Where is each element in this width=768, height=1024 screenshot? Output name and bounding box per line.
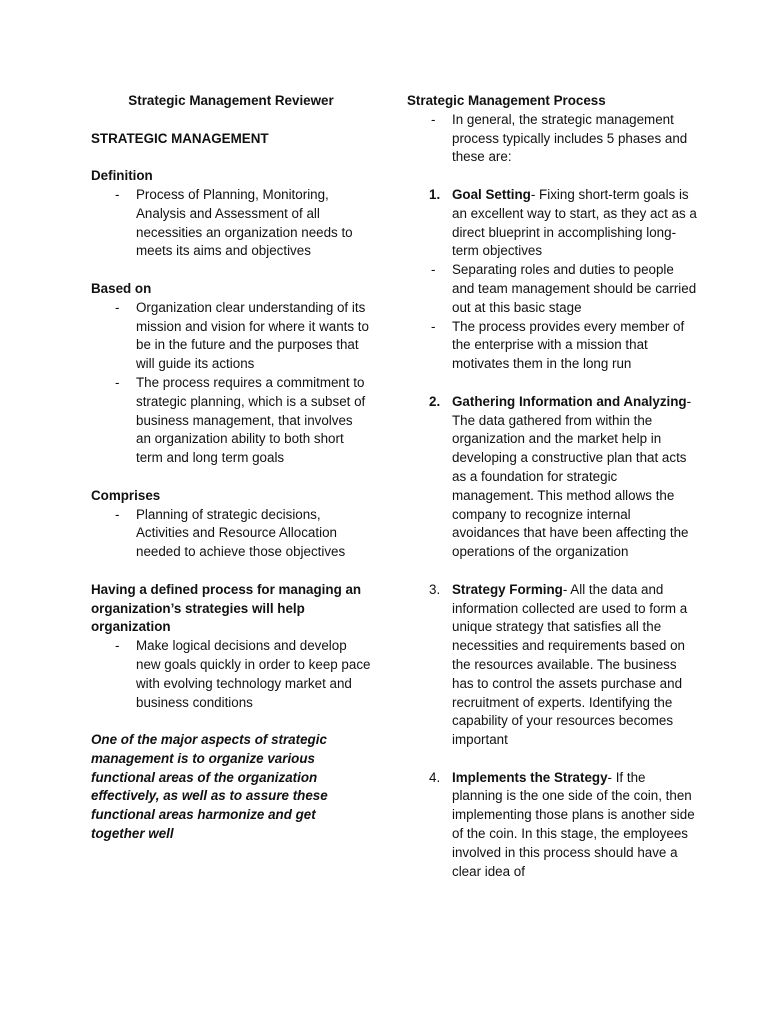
- phase-text: - Fixing short-term goals is an excellent way to start, as they act as a direct blueprint in accomplishing long-term objectives: [452, 186, 697, 259]
- right-column: [407, 92, 697, 881]
- process-intro-list: [407, 111, 697, 167]
- phase-term: Goal Setting: [452, 186, 531, 202]
- phase-4: [407, 769, 697, 882]
- phase-number: 4.: [429, 769, 441, 785]
- based-on-heading: Based on: [91, 280, 152, 296]
- phase-1-bullets: [407, 261, 697, 374]
- phase-number: 3.: [429, 581, 441, 597]
- having-process-heading: Having a defined process for managing an organization’s strategies will help organization: [91, 581, 362, 635]
- comprises-list: [91, 506, 371, 562]
- phase-term: Implements the Strategy: [452, 769, 608, 785]
- phase-3: [407, 581, 697, 750]
- based-on-list: [91, 299, 371, 468]
- comprises-heading: Comprises: [91, 487, 161, 503]
- list-item: - Organization clear understanding of its mission and vision for where it wants to be in the future and the purposes that will guide its actions: [91, 299, 371, 374]
- phase-number: 1.: [429, 186, 441, 202]
- section-title: STRATEGIC MANAGEMENT: [91, 130, 269, 146]
- closing-note: One of the major aspects of strategic management is to organize various functional areas of the organization effectively, as well as to assure these functional areas harmonize and get together well: [91, 732, 328, 842]
- list-item: - The process requires a commitment to strategic planning, which is a subset of business management, that involves an organization ability to both short term and long term goals: [91, 374, 371, 468]
- list-item: - Make logical decisions and develop new goals quickly in order to keep pace with evolving technology market and business conditions: [91, 637, 371, 712]
- process-heading: Strategic Management Process: [407, 93, 606, 108]
- phase-1: [407, 186, 697, 261]
- phase-text: - The data gathered from within the organization and the market help in developing a constructive plan that acts as a foundation for strategic management. This method allows the company to recognize internal avoidances that have been affecting the operations of the organization: [452, 393, 692, 560]
- definition-list: [91, 186, 371, 261]
- list-item: - Planning of strategic decisions, Activities and Resource Allocation needed to achieve those objectives: [91, 506, 371, 562]
- definition-heading: Definition: [91, 168, 153, 184]
- list-item: - Process of Planning, Monitoring, Analysis and Assessment of all necessities an organization needs to meets its aims and objectives: [91, 186, 371, 261]
- phase-term: Strategy Forming: [452, 581, 563, 597]
- list-item: - The process provides every member of the enterprise with a mission that motivates them in the long run: [407, 318, 697, 374]
- phase-text: - If the planning is the one side of the coin, then implementing those plans is another side of the coin. In this stage, the employees involved in this process should have a clear idea of: [452, 769, 695, 879]
- having-process-list: [91, 637, 371, 712]
- phase-text: - All the data and information collected are used to form a unique strategy that satisfies all the necessities and requirements based on the resources available. The business has to control the assets purchase and recruitment of experts. Identifying the capability of your resources becomes important: [452, 581, 688, 748]
- phase-2: [407, 393, 697, 562]
- list-item: - Separating roles and duties to people and team management should be carried out at this basic stage: [407, 261, 697, 317]
- phase-number: 2.: [429, 393, 441, 409]
- phase-term: Gathering Information and Analyzing: [452, 393, 687, 409]
- list-item: - In general, the strategic management process typically includes 5 phases and these are:: [407, 111, 697, 167]
- left-column: [91, 92, 371, 844]
- document-title: Strategic Management Reviewer: [128, 93, 334, 108]
